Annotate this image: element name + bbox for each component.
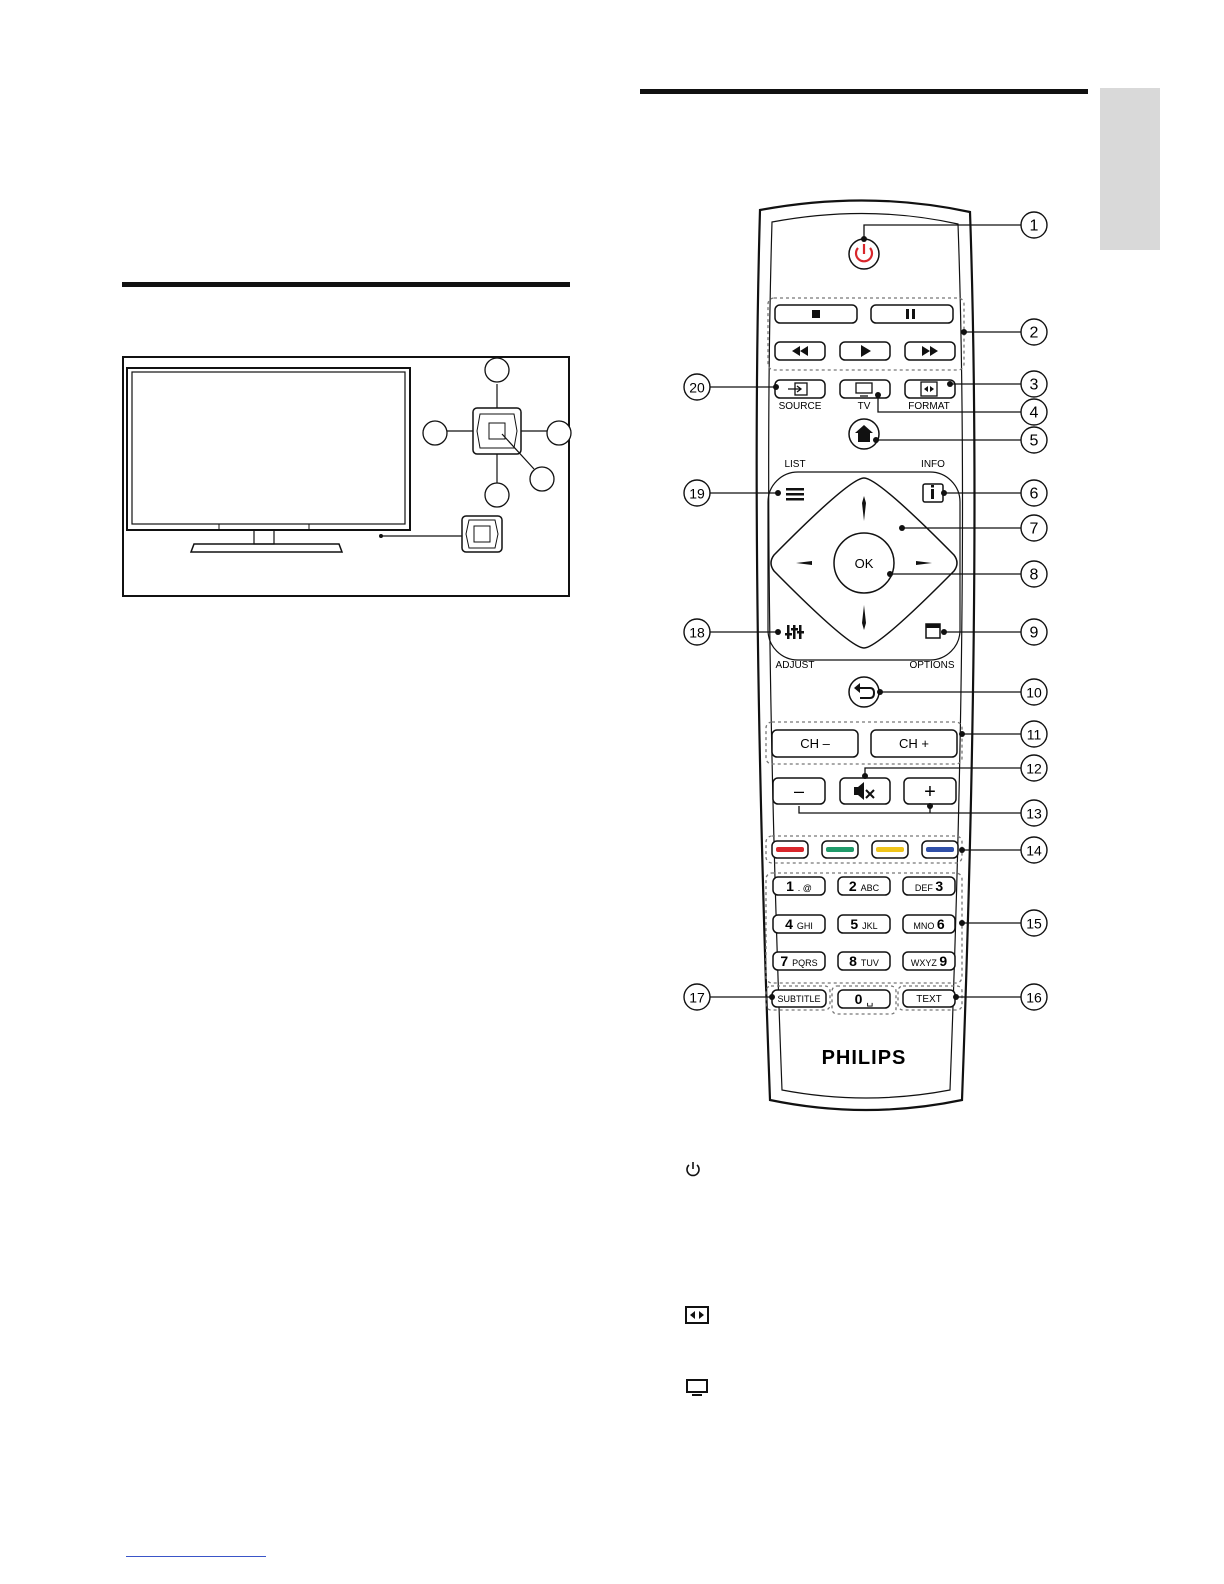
color-key-button[interactable] (772, 841, 808, 858)
callout-marker (862, 755, 1047, 781)
callout-number: 16 (1026, 989, 1042, 1006)
footer-link-underline (126, 1556, 266, 1557)
home-button[interactable] (849, 419, 879, 449)
callout-marker (684, 480, 781, 506)
options-button[interactable] (926, 624, 940, 638)
callout-number: 20 (689, 379, 705, 396)
callout-number: 12 (1026, 760, 1042, 777)
tv-control-small (462, 516, 502, 552)
text-button[interactable] (903, 990, 955, 1007)
ch-plus-label: CH + (899, 736, 929, 751)
adjust-button[interactable] (785, 625, 804, 639)
callout-marker (941, 480, 1047, 506)
number-key-label: 2 ABC (848, 878, 880, 894)
callout-number: 1 (1029, 217, 1039, 235)
callout-marker (684, 374, 779, 400)
number-key-label: 1 . @ (786, 878, 812, 894)
source-label: SOURCE (778, 401, 822, 412)
number-key-label: 4 GHI (785, 916, 813, 932)
number-key-label: 0 ␣ (854, 991, 874, 1007)
number-key-button[interactable] (773, 915, 825, 933)
number-key-button[interactable] (773, 952, 825, 970)
vol-minus-label: – (793, 781, 805, 801)
pause-button[interactable] (871, 305, 953, 323)
volume-down-button[interactable] (773, 778, 825, 804)
callout-number: 3 (1029, 376, 1039, 394)
subtitle-label: SUBTITLE (777, 994, 821, 1004)
callout-number: 14 (1026, 842, 1042, 859)
text-label: TEXT (916, 994, 942, 1005)
tv-button[interactable] (840, 380, 890, 398)
subtitle-button[interactable] (772, 990, 826, 1007)
fast-forward-button[interactable] (905, 342, 955, 360)
callout-marker (941, 619, 1047, 645)
rewind-button[interactable] (775, 342, 825, 360)
vol-plus-label: + (924, 781, 936, 803)
callout-marker (861, 212, 1047, 242)
options-label: OPTIONS (909, 660, 955, 671)
callout-number: 17 (689, 989, 705, 1006)
callout-number: 18 (689, 624, 705, 641)
callout-number: 11 (1026, 726, 1042, 743)
callout-marker (684, 619, 781, 645)
tv-icon (684, 1378, 712, 1403)
tv-illustration (124, 358, 572, 599)
ch-minus-label: CH – (800, 736, 830, 751)
callout-number: 6 (1029, 485, 1039, 503)
callout-number: 15 (1026, 915, 1042, 932)
info-button[interactable] (923, 484, 943, 502)
number-key-label: 8 TUV (849, 953, 879, 969)
callout-marker (877, 679, 1047, 705)
ok-label: OK (854, 556, 874, 571)
channel-down-button[interactable] (772, 730, 858, 757)
section-rule-left (122, 282, 570, 287)
format-label: FORMAT (908, 401, 950, 412)
number-key-label: 7 PQRS (780, 953, 818, 969)
channel-up-button[interactable] (871, 730, 957, 757)
format-icon (684, 1305, 712, 1330)
remote-control-figure (600, 190, 1160, 1120)
stop-button[interactable] (775, 305, 857, 323)
number-key-button[interactable] (903, 952, 955, 970)
callout-number: 9 (1029, 624, 1039, 642)
remote-illustration (600, 190, 1160, 1120)
number-key-label: DEF 3 (914, 878, 944, 894)
power-button[interactable] (849, 239, 879, 269)
callout-marker (873, 427, 1047, 453)
brand-logo: PHILIPS (821, 1047, 907, 1069)
info-label: INFO (921, 459, 945, 470)
callout-number: 2 (1029, 324, 1039, 342)
tv-label: TV (857, 401, 871, 412)
callout-marker (684, 984, 775, 1010)
number-key-label: WXYZ 9 (910, 953, 948, 969)
callout-number: 4 (1029, 404, 1039, 422)
play-button[interactable] (840, 342, 890, 360)
number-key-button[interactable] (773, 877, 825, 895)
color-key-button[interactable] (922, 841, 958, 858)
list-button[interactable] (786, 488, 804, 501)
callout-number: 10 (1026, 684, 1042, 701)
color-key-button[interactable] (872, 841, 908, 858)
callout-marker (959, 910, 1047, 936)
number-key-button[interactable] (838, 952, 890, 970)
source-button[interactable] (775, 380, 825, 398)
back-button[interactable] (849, 677, 879, 707)
callout-number: 19 (689, 485, 705, 502)
list-label: LIST (784, 459, 806, 470)
volume-up-button[interactable] (904, 778, 956, 804)
callout-marker (953, 984, 1047, 1010)
number-key-button[interactable] (903, 877, 955, 895)
ok-button[interactable] (834, 533, 894, 593)
callout-number: 13 (1026, 805, 1042, 822)
number-key-button[interactable] (838, 877, 890, 895)
section-rule-right (640, 89, 1088, 94)
mute-button[interactable] (840, 778, 890, 804)
callout-number: 5 (1029, 432, 1039, 450)
callout-marker (959, 837, 1047, 863)
number-key-button[interactable] (838, 990, 890, 1008)
callout-number: 8 (1029, 566, 1039, 584)
number-key-button[interactable] (838, 915, 890, 933)
callout-number: 7 (1029, 520, 1039, 538)
number-key-button[interactable] (903, 915, 955, 933)
number-key-label: MNO 6 (913, 916, 945, 932)
color-key-button[interactable] (822, 841, 858, 858)
adjust-label: ADJUST (775, 660, 815, 671)
power-icon (684, 1160, 702, 1183)
number-key-label: 5 JKL (850, 916, 878, 932)
tv-controls-figure (122, 356, 570, 597)
callout-marker (875, 392, 1047, 425)
